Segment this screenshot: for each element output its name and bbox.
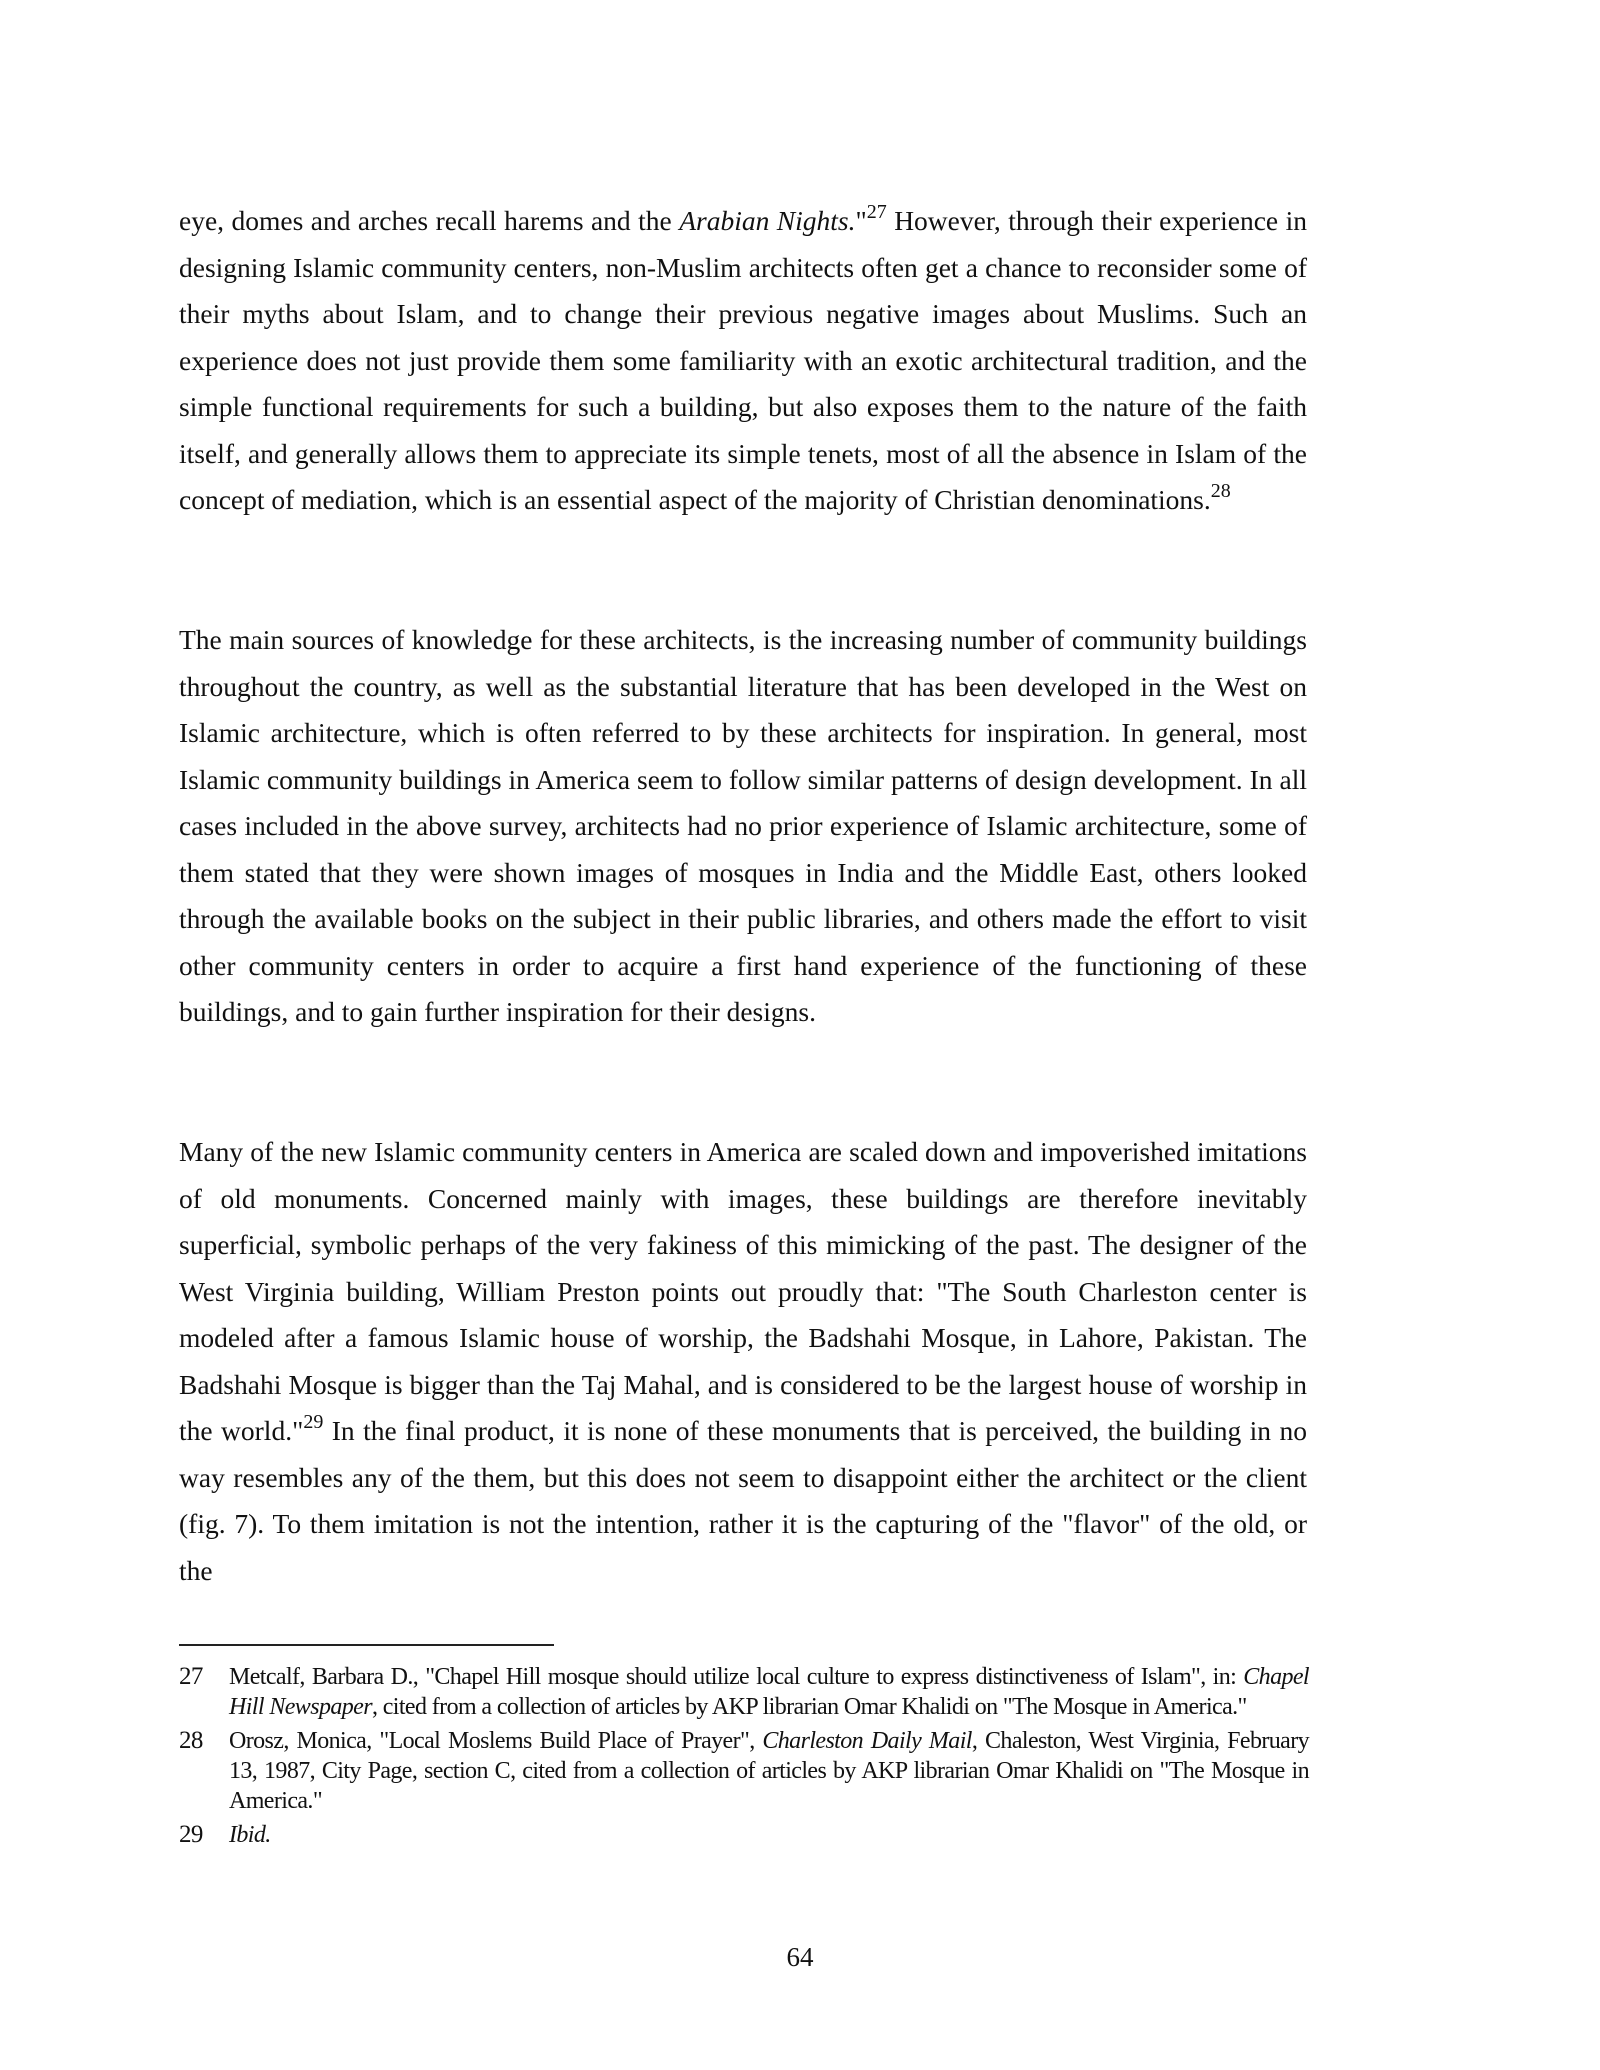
paragraph-text: However, through their experience in designing Islamic community centers, non-Muslim architects often get a chance to reconsider some of their myths about Islam, and to change their previous negative images about Muslims. Such an experience does not just provide them some familiarity with an exotic architectural tradition, and the simple functional requirements for such a building, but also exposes them to the nature of the faith itself, and generally allows them to appreciate its simple tenets, most of all the absence in Islam of the concept of mediation, which is an essential aspect of the majority of Christian denominations. — [179, 205, 1307, 515]
footnote-27 — [179, 1662, 1309, 1722]
footnote-number: 27 — [179, 1663, 203, 1690]
paragraph-text: In the final product, it is none of these monuments that is perceived, the building in no way resembles any of the them, but this does not seem to disappoint either the architect or the client (fig. 7). To them imitation is not the intention, rather it is the capturing of the "flavor" of the old, or the — [179, 1415, 1307, 1586]
quote-mark: " — [855, 205, 867, 236]
footnote-number: 29 — [179, 1821, 203, 1848]
paragraph-3 — [179, 1129, 1307, 1594]
paragraph-2 — [179, 617, 1307, 1036]
footnotes — [179, 1662, 1309, 1854]
paragraph-1 — [179, 198, 1307, 524]
footnote-ref-27: 27 — [866, 201, 887, 223]
book-title: Arabian Nights. — [679, 205, 856, 236]
footnote-number: 28 — [179, 1727, 203, 1754]
source-title: Ibid. — [229, 1822, 271, 1848]
footnote-ref-28: 28 — [1210, 480, 1231, 502]
footnote-text: Metcalf, Barbara D., "Chapel Hill mosque should utilize local culture to express distinctiveness of Islam", in: — [229, 1664, 1244, 1690]
paragraph-text: The main sources of knowledge for these architects, is the increasing number of community buildings throughout the country, as well as the substantial literature that has been developed in the West on Islamic architecture, which is often referred to by these architects for inspiration. In general, most Islamic community buildings in America seem to follow similar patterns of design development. In all cases included in the above survey, architects had no prior experience of Islamic architecture, some of them stated that they were shown images of mosques in India and the Middle East, others looked through the available books on the subject in their public libraries, and others made the effort to visit other community centers in order to acquire a first hand experience of the functioning of these buildings, and to gain further inspiration for their designs. — [179, 624, 1307, 1027]
footnote-text: , cited from a collection of articles by AKP librarian Omar Khalidi on "The Mosque in America." — [371, 1694, 1247, 1720]
source-title: Charleston Daily Mail — [762, 1728, 972, 1754]
footnote-text: , Chaleston, West Virginia, February 13, 1987, City Page, section C, cited from a collection of articles by AKP librarian Omar Khalidi on "The Mosque in America." — [229, 1728, 1309, 1814]
paragraph-text: Many of the new Islamic community centers in America are scaled down and impoverished imitations of old monuments. Concerned mainly with images, these buildings are therefore inevitably superficial, symbolic perhaps of the very fakiness of this mimicking of the past. The designer of the West Virginia building, William Preston points out proudly that: "The South Charleston center is modeled after a famous Islamic house of worship, the Badshahi Mosque, in Lahore, Pakistan. The Badshahi Mosque is bigger than the Taj Mahal, and is considered to be the largest house of worship in the world." — [179, 1136, 1307, 1446]
footnote-28 — [179, 1726, 1309, 1816]
paragraph-text: eye, domes and arches recall harems and the — [179, 205, 680, 236]
footnote-ref-29: 29 — [303, 1411, 324, 1433]
source-title: Chapel Hill Newspaper — [229, 1664, 1309, 1720]
footnote-text: Orosz, Monica, "Local Moslems Build Place of Prayer", — [229, 1728, 763, 1754]
footnote-divider — [179, 1644, 554, 1646]
page-number: 64 — [786, 1942, 814, 1972]
footnote-29 — [179, 1820, 1309, 1850]
